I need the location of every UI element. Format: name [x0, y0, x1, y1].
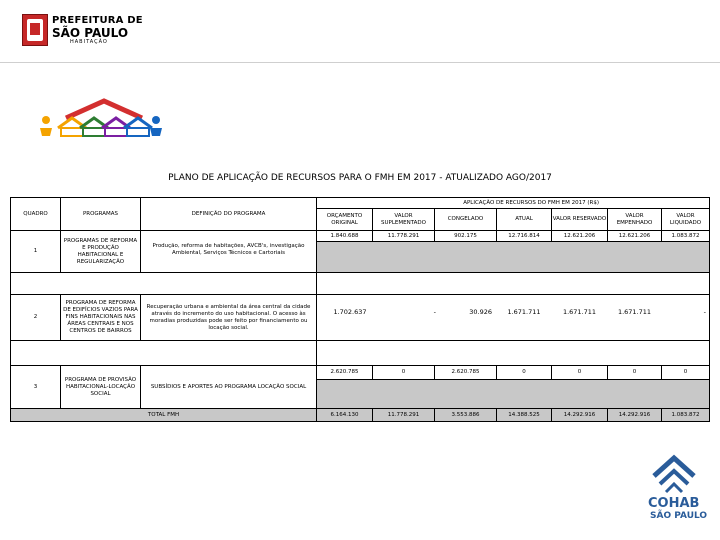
row-spacer-1 — [10, 272, 317, 295]
row1-value-3: 12.716.814 — [496, 230, 552, 242]
row3-value-6: 0 — [661, 365, 710, 380]
row3-value-5: 0 — [607, 365, 662, 380]
row2-value-2: 30.926 — [469, 308, 492, 316]
row3-grey-band — [316, 379, 710, 409]
row2-value-0: 1.702.637 — [333, 308, 367, 316]
row2-value-6: - — [703, 308, 706, 316]
row-spacer-1-values — [316, 272, 710, 295]
row3-value-1: 0 — [372, 365, 435, 380]
row-spacer-2 — [10, 340, 317, 366]
row3-programa: PROGRAMA DE PROVISÃO HABITACIONAL-LOCAÇÃO SOCIAL — [60, 365, 141, 409]
header-col-reservado: VALOR RESERVADO — [551, 208, 608, 231]
row3-quadro: 3 — [10, 365, 61, 409]
org-line1: PREFEITURA DE — [52, 15, 143, 26]
row1-value-1: 11.778.291 — [372, 230, 435, 242]
row2-programa: PROGRAMA DE REFORMA DE EDIFÍCIOS VAZIOS PARA FINS HABITACIONAIS NAS ÁREAS CENTRAIS E NOS CENTROS DE BAIRROS — [60, 294, 141, 341]
row1-value-5: 12.621.206 — [607, 230, 662, 242]
row1-quadro: 1 — [10, 230, 61, 273]
total-value-5: 14.292.916 — [607, 408, 662, 422]
cohab-house-icon — [650, 452, 698, 496]
header-group: APLICAÇÃO DE RECURSOS DO FMH EM 2017 (R$) — [316, 197, 710, 209]
prefeitura-logo — [22, 14, 143, 46]
page-title: PLANO DE APLICAÇÃO DE RECURSOS PARA O FMH EM 2017 - ATUALIZADO AGO/2017 — [168, 173, 552, 183]
row-spacer-2-values — [316, 340, 710, 366]
header-col-orcamento: ORÇAMENTO ORIGINAL — [316, 208, 373, 231]
row1-programa: PROGRAMAS DE REFORMA E PRODUÇÃO HABITACIONAL E REGULARIZAÇÃO — [60, 230, 141, 273]
row3-value-3: 0 — [496, 365, 552, 380]
city-crest-icon — [22, 14, 48, 46]
row2-quadro: 2 — [10, 294, 61, 341]
housing-illustration-icon — [38, 98, 164, 138]
row1-grey-band — [316, 241, 710, 273]
row3-definicao: SUBSÍDIOS E APORTES AO PROGRAMA LOCAÇÃO SOCIAL — [140, 365, 317, 409]
header-definicao: DEFINIÇÃO DO PROGRAMA — [140, 197, 317, 231]
org-line2: SÃO PAULO — [52, 26, 129, 40]
row2-definicao: Recuperação urbana e ambiental da área central da cidade através do incremento do uso habitacional. O acesso às moradias produzidas pode ser feito por financiamento ou locação social. — [140, 294, 317, 341]
header-quadro: QUADRO — [10, 197, 61, 231]
row1-definicao: Produção, reforma de habitações, AVCB's, investigação Ambiental, Serviços Técnicos e Cartoriais — [140, 230, 317, 273]
row3-value-2: 2.620.785 — [434, 365, 497, 380]
header-col-suplementado: VALOR SUPLEMENTADO — [372, 208, 435, 231]
org-line3: HABITAÇÃO — [70, 39, 108, 45]
row1-value-0: 1.840.688 — [316, 230, 373, 242]
header-col-congelado: CONGELADO — [434, 208, 497, 231]
row2-value-1: - — [433, 308, 436, 316]
row2-values-box — [316, 294, 710, 341]
row2-value-3: 1.671.711 — [507, 308, 541, 316]
header-divider — [0, 62, 720, 63]
total-value-0: 6.164.130 — [316, 408, 373, 422]
row3-value-0: 2.620.785 — [316, 365, 373, 380]
row1-value-6: 1.083.872 — [661, 230, 710, 242]
total-value-6: 1.083.872 — [661, 408, 710, 422]
total-value-3: 14.388.525 — [496, 408, 552, 422]
total-value-2: 3.553.886 — [434, 408, 497, 422]
total-label-cell: TOTAL FMH — [10, 408, 317, 422]
total-value-4: 14.292.916 — [551, 408, 608, 422]
row2-value-4: 1.671.711 — [562, 308, 597, 316]
header-col-empenhado: VALOR EMPENHADO — [607, 208, 662, 231]
total-value-1: 11.778.291 — [372, 408, 435, 422]
row1-value-2: 902.175 — [434, 230, 497, 242]
header-col-atual: ATUAL — [496, 208, 552, 231]
header-col-liquidado: VALOR LIQUIDADO — [661, 208, 710, 231]
row3-value-4: 0 — [551, 365, 608, 380]
cohab-brand-line1: COHAB — [648, 496, 700, 511]
header-programas: PROGRAMAS — [60, 197, 141, 231]
row2-value-5: 1.671.711 — [617, 308, 652, 316]
cohab-brand-line2: SÃO PAULO — [650, 511, 708, 521]
row1-value-4: 12.621.206 — [551, 230, 608, 242]
